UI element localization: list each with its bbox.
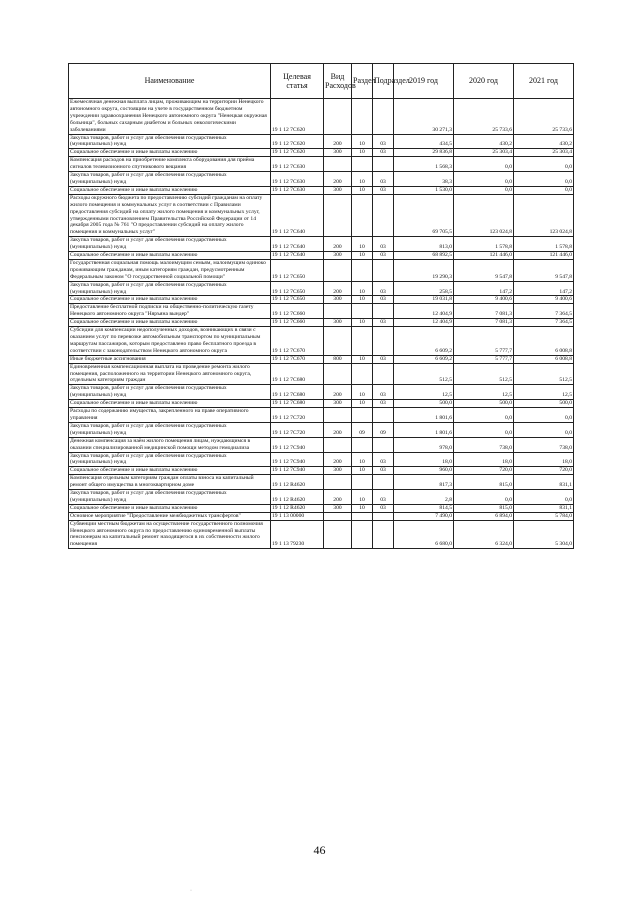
table-row xyxy=(69,186,574,194)
header-2020: 2020 год xyxy=(454,64,514,99)
row-subsection: 03 xyxy=(373,400,394,408)
table-row xyxy=(69,157,574,172)
row-value-2019: 69 705,5 xyxy=(394,194,454,236)
row-value-2020: 25 303,4 xyxy=(454,149,514,157)
row-value-2021: 0,0 xyxy=(514,186,574,194)
row-expense-kind: 300 xyxy=(324,319,352,327)
row-expense-kind: 300 xyxy=(324,504,352,512)
row-value-2019: 19 031,8 xyxy=(394,296,454,304)
row-value-2021: 121 446,0 xyxy=(514,252,574,260)
row-target-article: 19 1 12 7C720 xyxy=(271,408,324,423)
row-target-article: 19 1 12 7C650 xyxy=(271,259,324,281)
table-row xyxy=(69,385,574,400)
row-target-article: 19 1 12 7C630 xyxy=(271,186,324,194)
row-section: 10 xyxy=(352,319,373,327)
row-section xyxy=(352,363,373,385)
row-name: Закупка товаров, работ и услуг для обеспечения государственных (муниципальных) нужд xyxy=(69,281,271,296)
row-value-2021: 430,2 xyxy=(514,134,574,149)
row-value-2021: 500,0 xyxy=(514,400,574,408)
row-name: Социальное обеспечение и иные выплаты населению xyxy=(69,296,271,304)
row-value-2020: 430,2 xyxy=(454,134,514,149)
row-target-article: 19 1 12 7C620 xyxy=(271,134,324,149)
row-value-2019: 68 892,5 xyxy=(394,252,454,260)
row-section: 10 xyxy=(352,237,373,252)
scan-mark: · xyxy=(190,888,192,894)
row-name: Закупка товаров, работ и услуг для обеспечения государственных (муниципальных) нужд xyxy=(69,385,271,400)
row-target-article: 19 1 12 7C650 xyxy=(271,296,324,304)
row-name: Денежная компенсация за наём жилого помещения лицам, нуждающимся в оказании специализированной медицинской помощи методом гемодиализа xyxy=(69,437,271,452)
row-target-article: 19 1 12 7C640 xyxy=(271,252,324,260)
row-expense-kind xyxy=(324,99,352,135)
row-subsection: 03 xyxy=(373,172,394,187)
row-target-article: 19 1 12 7C620 xyxy=(271,149,324,157)
row-section: 09 xyxy=(352,422,373,437)
header-2019: 2019 год xyxy=(394,64,454,99)
row-subsection: 03 xyxy=(373,385,394,400)
row-value-2021: 0,0 xyxy=(514,172,574,187)
row-value-2020: 5 777,7 xyxy=(454,327,514,356)
row-target-article: 19 1 12 7C630 xyxy=(271,157,324,172)
row-name: Ежемесячная денежная выплата лицам, проживающим на территории Ненецкого автономного округа, состоящим на учете в государственном бюджетном учреждении здравоохранения Ненецкого автономного округа "Ненецкая окружная больница", больных сахарным диабетом и больных онкологическими заболеваниями xyxy=(69,99,271,135)
row-expense-kind: 300 xyxy=(324,400,352,408)
row-expense-kind: 300 xyxy=(324,252,352,260)
row-value-2019: 1 530,0 xyxy=(394,186,454,194)
row-subsection xyxy=(373,408,394,423)
table-header xyxy=(69,64,574,99)
table-row xyxy=(69,467,574,475)
row-expense-kind xyxy=(324,157,352,172)
row-value-2019: 1 801,6 xyxy=(394,422,454,437)
row-subsection: 03 xyxy=(373,149,394,157)
table-row xyxy=(69,363,574,385)
table-row xyxy=(69,400,574,408)
table-row xyxy=(69,437,574,452)
row-value-2020: 147,2 xyxy=(454,281,514,296)
row-value-2019: 814,5 xyxy=(394,504,454,512)
row-section xyxy=(352,437,373,452)
row-target-article: 19 1 12 7C620 xyxy=(271,99,324,135)
row-expense-kind: 200 xyxy=(324,134,352,149)
table-row xyxy=(69,422,574,437)
row-target-article: 19 1 12 7C670 xyxy=(271,327,324,356)
row-section: 10 xyxy=(352,490,373,505)
row-name: Компенсация отдельным категориям граждан оплаты взноса на капитальный ремонт общего имущества в многоквартирном доме xyxy=(69,475,271,490)
row-name: Субвенции местным бюджетам на осуществление государственного полномочия Ненецкого автономного округа по предоставлению единовременной выплаты пенсионерам на капитальный ремонт находящегося в их собственности жилого помещения xyxy=(69,520,271,549)
row-value-2020: 738,0 xyxy=(454,437,514,452)
row-name: Закупка товаров, работ и услуг для обеспечения государственных (муниципальных) нужд xyxy=(69,452,271,467)
row-target-article: 19 1 12 7C680 xyxy=(271,385,324,400)
header-expense-kind: Вид Расходов xyxy=(324,64,352,99)
table-row xyxy=(69,512,574,520)
row-subsection xyxy=(373,520,394,549)
table-row xyxy=(69,149,574,157)
row-expense-kind: 200 xyxy=(324,385,352,400)
row-subsection: 03 xyxy=(373,452,394,467)
row-value-2021: 5 304,0 xyxy=(514,520,574,549)
row-section: 10 xyxy=(352,385,373,400)
row-expense-kind xyxy=(324,408,352,423)
row-value-2021: 6 008,8 xyxy=(514,327,574,356)
row-section: 10 xyxy=(352,186,373,194)
row-value-2020: 0,0 xyxy=(454,172,514,187)
row-target-article: 19 1 12 7C680 xyxy=(271,363,324,385)
row-expense-kind xyxy=(324,194,352,236)
row-name: Предоставление бесплатной подписки на общественно-политическую газету Ненецкого автономного округа "Няръяна вындер" xyxy=(69,304,271,319)
row-section: 10 xyxy=(352,252,373,260)
row-subsection: 03 xyxy=(373,467,394,475)
row-name: Субсидии для компенсации недополученных доходов, возникающих в связи с оказанием услуг по перевозке автомобильным транспортом по муниципальным маршрутам пассажиров, которым предоставлено право бесплатного проезда в соответствии с законодательством Ненецкого автономного округа xyxy=(69,327,271,356)
row-expense-kind xyxy=(324,327,352,356)
row-subsection: 09 xyxy=(373,422,394,437)
row-value-2020: 0,0 xyxy=(454,490,514,505)
row-value-2019: 6 680,0 xyxy=(394,520,454,549)
row-value-2021: 7 364,5 xyxy=(514,304,574,319)
row-value-2019: 7 490,0 xyxy=(394,512,454,520)
row-expense-kind xyxy=(324,512,352,520)
row-value-2020: 6 324,0 xyxy=(454,520,514,549)
row-value-2021: 0,0 xyxy=(514,408,574,423)
row-value-2020: 500,0 xyxy=(454,400,514,408)
row-expense-kind: 300 xyxy=(324,149,352,157)
row-target-article: 19 1 12 7C940 xyxy=(271,467,324,475)
row-value-2021: 6 008,8 xyxy=(514,355,574,363)
row-expense-kind: 200 xyxy=(324,237,352,252)
row-value-2021: 0,0 xyxy=(514,157,574,172)
row-value-2021: 123 024,8 xyxy=(514,194,574,236)
row-name: Закупка товаров, работ и услуг для обеспечения государственных (муниципальных) нужд xyxy=(69,134,271,149)
row-subsection xyxy=(373,363,394,385)
row-expense-kind xyxy=(324,437,352,452)
row-target-article: 19 1 12 7C650 xyxy=(271,281,324,296)
row-target-article: 19 1 12 7C940 xyxy=(271,437,324,452)
row-name: Социальное обеспечение и иные выплаты населению xyxy=(69,252,271,260)
row-name: Компенсация расходов на приобретение комплекта оборудования для приёма сигналов телевизионного спутникового вещания xyxy=(69,157,271,172)
row-value-2020: 0,0 xyxy=(454,408,514,423)
row-subsection xyxy=(373,512,394,520)
row-value-2021: 1 578,8 xyxy=(514,237,574,252)
row-subsection: 03 xyxy=(373,134,394,149)
row-value-2020: 25 733,6 xyxy=(454,99,514,135)
table-row xyxy=(69,475,574,490)
row-subsection xyxy=(373,475,394,490)
row-value-2021: 9 547,8 xyxy=(514,259,574,281)
row-value-2019: 30 271,3 xyxy=(394,99,454,135)
row-expense-kind: 200 xyxy=(324,172,352,187)
row-value-2021: 18,0 xyxy=(514,452,574,467)
row-value-2021: 7 364,5 xyxy=(514,319,574,327)
row-value-2021: 720,0 xyxy=(514,467,574,475)
header-target-article: Целевая статья xyxy=(271,64,324,99)
row-section xyxy=(352,194,373,236)
row-target-article: 19 1 13 00000 xyxy=(271,512,324,520)
table-row xyxy=(69,304,574,319)
row-name: Закупка товаров, работ и услуг для обеспечения государственных (муниципальных) нужд xyxy=(69,490,271,505)
budget-table xyxy=(68,63,574,549)
header-name: Наименование xyxy=(69,64,271,99)
row-name: Социальное обеспечение и иные выплаты населению xyxy=(69,467,271,475)
header-row xyxy=(69,64,574,99)
row-value-2020: 7 081,3 xyxy=(454,304,514,319)
row-value-2020: 0,0 xyxy=(454,186,514,194)
row-target-article: 19 1 12 7C940 xyxy=(271,452,324,467)
table-row xyxy=(69,408,574,423)
row-section xyxy=(352,99,373,135)
row-expense-kind: 200 xyxy=(324,422,352,437)
row-target-article: 19 1 12 7C660 xyxy=(271,304,324,319)
row-value-2019: 18,0 xyxy=(394,452,454,467)
row-value-2020: 18,0 xyxy=(454,452,514,467)
row-value-2019: 258,5 xyxy=(394,281,454,296)
row-value-2021: 512,5 xyxy=(514,363,574,385)
row-expense-kind xyxy=(324,304,352,319)
row-value-2020: 815,0 xyxy=(454,475,514,490)
table-row xyxy=(69,355,574,363)
row-subsection: 03 xyxy=(373,186,394,194)
row-value-2020: 815,0 xyxy=(454,504,514,512)
row-value-2020: 9 400,6 xyxy=(454,296,514,304)
row-subsection xyxy=(373,437,394,452)
row-target-article: 19 1 12 R4620 xyxy=(271,504,324,512)
header-2021: 2021 год xyxy=(514,64,574,99)
row-value-2019: 978,0 xyxy=(394,437,454,452)
row-expense-kind: 200 xyxy=(324,452,352,467)
row-value-2020: 121 446,0 xyxy=(454,252,514,260)
row-value-2019: 12,5 xyxy=(394,385,454,400)
row-target-article: 19 1 12 7C720 xyxy=(271,422,324,437)
row-value-2021: 25 303,4 xyxy=(514,149,574,157)
table-body xyxy=(69,99,574,549)
row-target-article: 19 1 12 R4620 xyxy=(271,475,324,490)
row-value-2019: 512,5 xyxy=(394,363,454,385)
row-value-2019: 434,5 xyxy=(394,134,454,149)
row-target-article: 19 1 12 7C680 xyxy=(271,400,324,408)
row-section xyxy=(352,520,373,549)
row-value-2019: 6 609,2 xyxy=(394,327,454,356)
table-row xyxy=(69,327,574,356)
row-subsection: 03 xyxy=(373,281,394,296)
row-value-2020: 6 894,0 xyxy=(454,512,514,520)
row-section: 10 xyxy=(352,281,373,296)
row-expense-kind xyxy=(324,475,352,490)
row-expense-kind xyxy=(324,259,352,281)
row-expense-kind: 300 xyxy=(324,296,352,304)
row-value-2019: 12 404,9 xyxy=(394,319,454,327)
row-section: 10 xyxy=(352,172,373,187)
row-subsection xyxy=(373,327,394,356)
row-value-2019: 1 568,3 xyxy=(394,157,454,172)
row-value-2020: 9 547,8 xyxy=(454,259,514,281)
row-expense-kind: 200 xyxy=(324,281,352,296)
table-row xyxy=(69,296,574,304)
table-row xyxy=(69,319,574,327)
row-value-2020: 123 024,8 xyxy=(454,194,514,236)
table-row xyxy=(69,259,574,281)
row-value-2021: 0,0 xyxy=(514,422,574,437)
row-value-2019: 2,8 xyxy=(394,490,454,505)
row-subsection xyxy=(373,259,394,281)
row-value-2019: 500,0 xyxy=(394,400,454,408)
row-subsection: 03 xyxy=(373,319,394,327)
row-name: Социальное обеспечение и иные выплаты населению xyxy=(69,504,271,512)
row-section: 10 xyxy=(352,296,373,304)
row-section: 10 xyxy=(352,149,373,157)
row-value-2021: 0,0 xyxy=(514,490,574,505)
row-subsection: 03 xyxy=(373,296,394,304)
row-value-2020: 0,0 xyxy=(454,157,514,172)
row-section xyxy=(352,512,373,520)
row-subsection: 03 xyxy=(373,237,394,252)
row-value-2021: 831,1 xyxy=(514,475,574,490)
row-expense-kind: 800 xyxy=(324,355,352,363)
row-subsection xyxy=(373,99,394,135)
row-name: Социальное обеспечение и иные выплаты населению xyxy=(69,319,271,327)
row-value-2019: 38,3 xyxy=(394,172,454,187)
row-section xyxy=(352,157,373,172)
row-value-2021: 12,5 xyxy=(514,385,574,400)
row-name: Расходы окружного бюджета по предоставлению субсидий гражданам на оплату жилого помещения и коммунальных услуг в соответствии с Правилами предоставления субсидий на оплату жилого помещения и коммунальных услуг, утвержденными постановлением Правительства Российской Федерации от 14 декабря 2005 года № 761 "О предоставлении субсидий на оплату жилого помещения и коммунальных услуг" xyxy=(69,194,271,236)
row-subsection: 03 xyxy=(373,504,394,512)
row-target-article: 19 1 12 7C630 xyxy=(271,172,324,187)
table-row xyxy=(69,99,574,135)
row-value-2021: 25 733,6 xyxy=(514,99,574,135)
table-row xyxy=(69,281,574,296)
row-value-2020: 720,0 xyxy=(454,467,514,475)
row-subsection: 03 xyxy=(373,355,394,363)
header-section: Раздел xyxy=(352,64,373,99)
row-value-2019: 19 290,3 xyxy=(394,259,454,281)
row-target-article: 19 1 12 7C660 xyxy=(271,319,324,327)
row-value-2020: 7 081,3 xyxy=(454,319,514,327)
row-value-2021: 738,0 xyxy=(514,437,574,452)
row-value-2019: 6 609,2 xyxy=(394,355,454,363)
table-row xyxy=(69,194,574,236)
row-target-article: 19 1 12 7C640 xyxy=(271,237,324,252)
row-name: Единовременная компенсационная выплата на проведение ремонта жилого помещения, расположенного на территории Ненецкого автономного округа, отдельным категориям граждан xyxy=(69,363,271,385)
row-section xyxy=(352,259,373,281)
row-name: Закупка товаров, работ и услуг для обеспечения государственных (муниципальных) нужд xyxy=(69,237,271,252)
row-subsection xyxy=(373,194,394,236)
row-name: Расходы по содержанию имущества, закрепленного на праве оперативного управления xyxy=(69,408,271,423)
row-name: Социальное обеспечение и иные выплаты населению xyxy=(69,149,271,157)
table-row xyxy=(69,520,574,549)
page-number: 46 xyxy=(313,843,326,857)
row-section xyxy=(352,475,373,490)
row-value-2020: 12,5 xyxy=(454,385,514,400)
row-target-article: 19 1 12 R4620 xyxy=(271,490,324,505)
table-row xyxy=(69,252,574,260)
row-expense-kind xyxy=(324,520,352,549)
row-value-2019: 12 404,9 xyxy=(394,304,454,319)
row-value-2021: 9 400,6 xyxy=(514,296,574,304)
row-section: 10 xyxy=(352,452,373,467)
row-section xyxy=(352,327,373,356)
row-value-2019: 813,0 xyxy=(394,237,454,252)
row-subsection xyxy=(373,157,394,172)
table-row xyxy=(69,504,574,512)
row-value-2020: 5 777,7 xyxy=(454,355,514,363)
row-section: 10 xyxy=(352,400,373,408)
row-expense-kind: 200 xyxy=(324,490,352,505)
row-subsection: 03 xyxy=(373,252,394,260)
row-subsection: 03 xyxy=(373,490,394,505)
row-value-2020: 1 578,8 xyxy=(454,237,514,252)
table-row xyxy=(69,452,574,467)
row-name: Основное мероприятие "Предоставление межбюджетных трансфертов" xyxy=(69,512,271,520)
row-value-2021: 831,1 xyxy=(514,504,574,512)
row-target-article: 19 1 13 79230 xyxy=(271,520,324,549)
row-section: 10 xyxy=(352,134,373,149)
row-value-2021: 5 784,0 xyxy=(514,512,574,520)
row-value-2019: 1 801,6 xyxy=(394,408,454,423)
row-value-2019: 29 836,8 xyxy=(394,149,454,157)
row-expense-kind: 300 xyxy=(324,467,352,475)
row-target-article: 19 1 12 7C640 xyxy=(271,194,324,236)
row-value-2020: 512,5 xyxy=(454,363,514,385)
row-value-2019: 817,3 xyxy=(394,475,454,490)
row-name: Закупка товаров, работ и услуг для обеспечения государственных (муниципальных) нужд xyxy=(69,172,271,187)
row-section: 10 xyxy=(352,504,373,512)
row-value-2020: 0,0 xyxy=(454,422,514,437)
table-row xyxy=(69,172,574,187)
row-name: Социальное обеспечение и иные выплаты населению xyxy=(69,186,271,194)
table-row xyxy=(69,237,574,252)
row-value-2019: 960,0 xyxy=(394,467,454,475)
row-name: Иные бюджетные ассигнования xyxy=(69,355,271,363)
table-row xyxy=(69,134,574,149)
row-section xyxy=(352,408,373,423)
row-value-2021: 147,2 xyxy=(514,281,574,296)
row-subsection xyxy=(373,304,394,319)
row-name: Закупка товаров, работ и услуг для обеспечения государственных (муниципальных) нужд xyxy=(69,422,271,437)
header-subsection: Подраздел xyxy=(373,64,394,99)
row-expense-kind: 300 xyxy=(324,186,352,194)
row-name: Социальное обеспечение и иные выплаты населению xyxy=(69,400,271,408)
row-target-article: 19 1 12 7C670 xyxy=(271,355,324,363)
row-expense-kind xyxy=(324,363,352,385)
table-row xyxy=(69,490,574,505)
row-section: 10 xyxy=(352,467,373,475)
row-section: 10 xyxy=(352,355,373,363)
row-name: Государственная социальная помощь малоимущим семьям, малоимущим одиноко проживающим гражданам, иным категориям граждан, предусмотренным Федеральным законом "О государственной социальной помощи" xyxy=(69,259,271,281)
row-section xyxy=(352,304,373,319)
